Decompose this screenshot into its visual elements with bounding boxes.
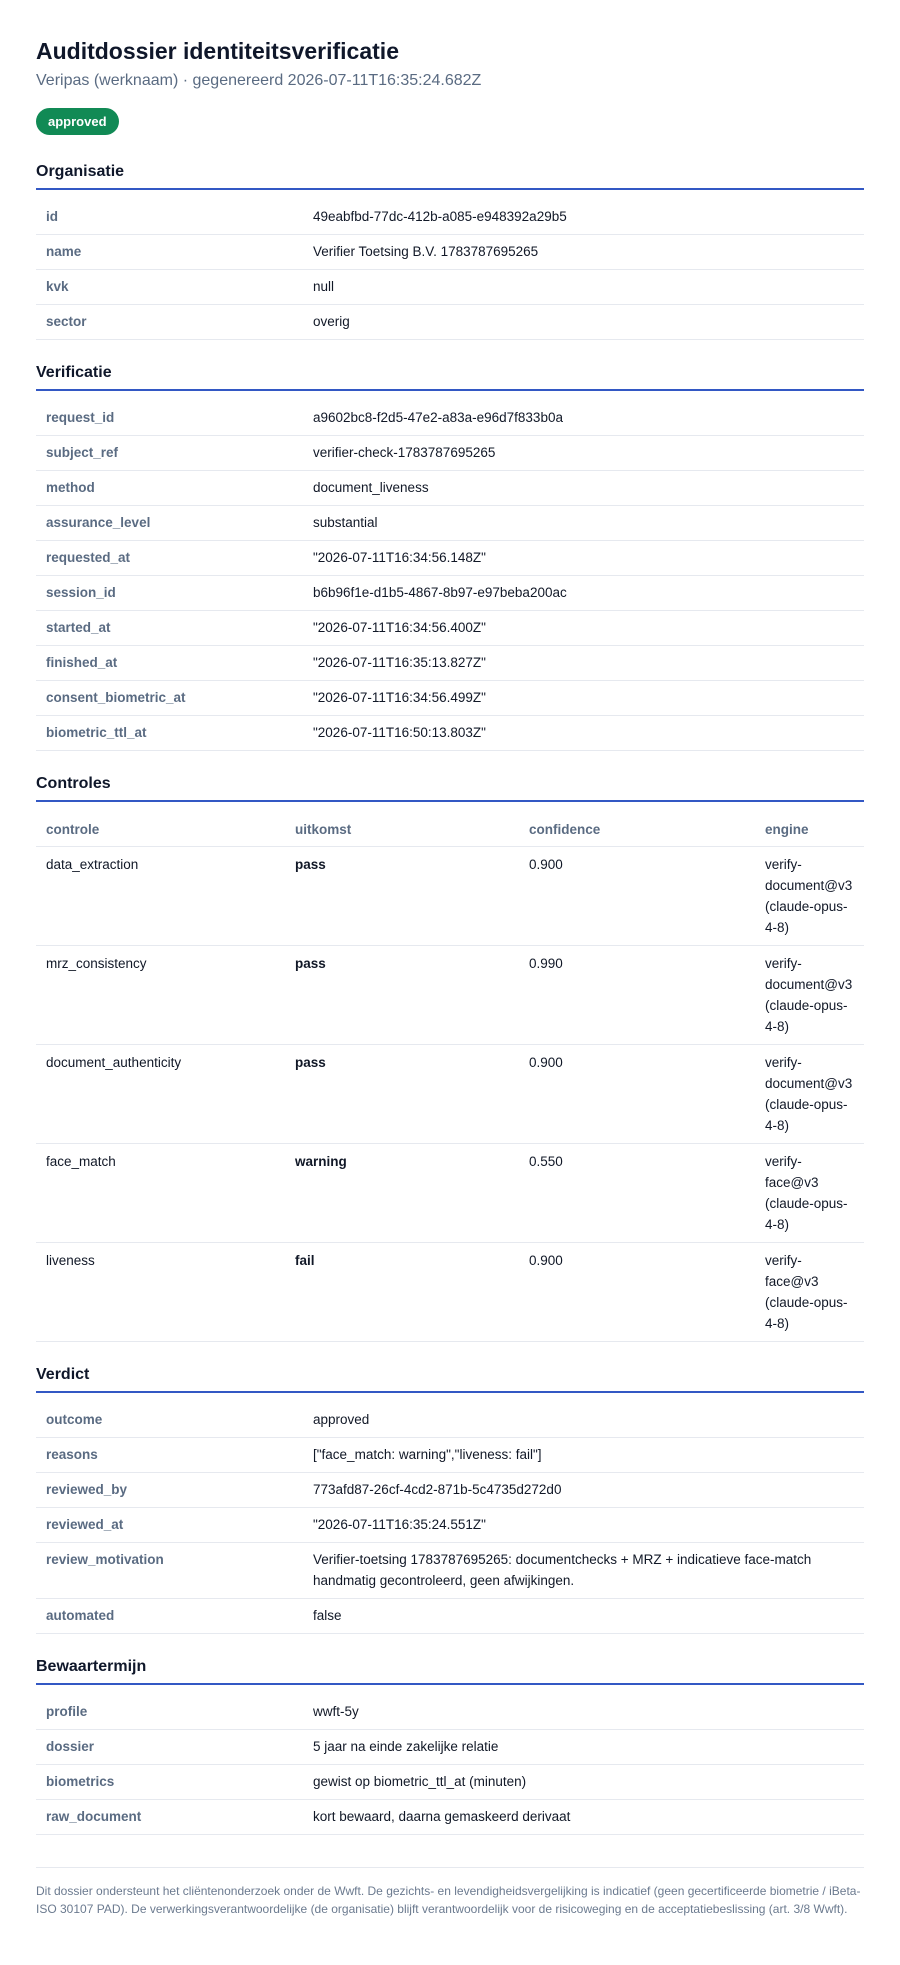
field-value: "2026-07-11T16:35:24.551Z" <box>301 1508 864 1543</box>
table-row <box>36 1599 864 1634</box>
page-subtitle: Veripas (werknaam) · gegenereerd 2026-07-11T16:35:24.682Z <box>36 72 482 89</box>
table-row <box>36 611 864 646</box>
field-value: false <box>301 1599 864 1634</box>
field-value: substantial <box>301 506 864 541</box>
table-row <box>36 1045 864 1144</box>
field-value: gewist op biometric_ttl_at (minuten) <box>301 1765 864 1800</box>
check-name: face_match <box>36 1144 285 1243</box>
field-key: dossier <box>36 1730 301 1765</box>
field-key: assurance_level <box>36 506 301 541</box>
field-value: Verifier Toetsing B.V. 1783787695265 <box>301 235 864 270</box>
section-verdict <box>36 1364 864 1634</box>
bewaartermijn-table <box>36 1695 864 1835</box>
check-outcome: pass <box>285 1045 519 1144</box>
check-name: data_extraction <box>36 847 285 946</box>
column-header-engine: engine <box>755 812 864 847</box>
table-row <box>36 946 864 1045</box>
table-row <box>36 1403 864 1438</box>
field-key: profile <box>36 1695 301 1730</box>
section-heading-bewaartermijn: Bewaartermijn <box>36 1656 864 1685</box>
field-key: finished_at <box>36 646 301 681</box>
table-row <box>36 847 864 946</box>
field-key: kvk <box>36 270 301 305</box>
footer-disclaimer: Dit dossier ondersteunt het cliëntenonderzoek onder de Wwft. De gezichts- en levendigheidsvergelijking is indicatief (geen gecertificeerde biometrie / iBeta-ISO 30107 PAD). De verwerkingsverantwoordelijke (de organisatie) blijft verantwoordelijk voor de risicoweging en de acceptatiebeslissing (art. 3/8 Wwft). <box>36 1867 864 1918</box>
check-outcome: warning <box>285 1144 519 1243</box>
field-key: consent_biometric_at <box>36 681 301 716</box>
table-row <box>36 681 864 716</box>
table-row <box>36 1508 864 1543</box>
field-value: ["face_match: warning","liveness: fail"] <box>301 1438 864 1473</box>
table-row <box>36 436 864 471</box>
controles-table <box>36 812 864 1342</box>
check-outcome: fail <box>285 1243 519 1342</box>
table-row <box>36 1800 864 1835</box>
verdict-table <box>36 1403 864 1634</box>
section-bewaartermijn <box>36 1656 864 1835</box>
field-value: "2026-07-11T16:34:56.148Z" <box>301 541 864 576</box>
field-key: reviewed_at <box>36 1508 301 1543</box>
check-outcome: pass <box>285 946 519 1045</box>
field-key: sector <box>36 305 301 340</box>
section-heading-organisatie: Organisatie <box>36 161 864 190</box>
table-row <box>36 471 864 506</box>
field-key: automated <box>36 1599 301 1634</box>
section-controles <box>36 773 864 1342</box>
status-badge: approved <box>36 108 119 135</box>
table-row <box>36 576 864 611</box>
column-header-controle: controle <box>36 812 285 847</box>
field-value: null <box>301 270 864 305</box>
table-row <box>36 1473 864 1508</box>
table-row <box>36 305 864 340</box>
table-row <box>36 1144 864 1243</box>
organisatie-table <box>36 200 864 340</box>
table-row <box>36 646 864 681</box>
check-confidence: 0.900 <box>519 1243 755 1342</box>
check-name: document_authenticity <box>36 1045 285 1144</box>
field-key: review_motivation <box>36 1543 301 1599</box>
field-value: 773afd87-26cf-4cd2-871b-5c4735d272d0 <box>301 1473 864 1508</box>
field-value: document_liveness <box>301 471 864 506</box>
field-value: wwft-5y <box>301 1695 864 1730</box>
field-key: id <box>36 200 301 235</box>
field-key: outcome <box>36 1403 301 1438</box>
field-key: subject_ref <box>36 436 301 471</box>
check-name: liveness <box>36 1243 285 1342</box>
field-value: "2026-07-11T16:35:13.827Z" <box>301 646 864 681</box>
section-organisatie <box>36 161 864 340</box>
column-header-uitkomst: uitkomst <box>285 812 519 847</box>
field-key: reasons <box>36 1438 301 1473</box>
table-row <box>36 1543 864 1599</box>
table-row <box>36 716 864 751</box>
table-row <box>36 200 864 235</box>
check-name: mrz_consistency <box>36 946 285 1045</box>
check-engine: verify-document@v3 (claude-opus-4-8) <box>755 946 864 1045</box>
section-heading-verdict: Verdict <box>36 1364 864 1393</box>
check-engine: verify-document@v3 (claude-opus-4-8) <box>755 1045 864 1144</box>
table-row <box>36 506 864 541</box>
check-confidence: 0.990 <box>519 946 755 1045</box>
table-row <box>36 541 864 576</box>
table-row <box>36 1765 864 1800</box>
check-confidence: 0.900 <box>519 1045 755 1144</box>
field-key: request_id <box>36 401 301 436</box>
field-value: b6b96f1e-d1b5-4867-8b97-e97beba200ac <box>301 576 864 611</box>
section-verificatie <box>36 362 864 751</box>
field-value: Verifier-toetsing 1783787695265: documentchecks + MRZ + indicatieve face-match handmatig gecontroleerd, geen afwijkingen. <box>301 1543 864 1599</box>
check-engine: verify-face@v3 (claude-opus-4-8) <box>755 1243 864 1342</box>
section-heading-verificatie: Verificatie <box>36 362 864 391</box>
check-engine: verify-face@v3 (claude-opus-4-8) <box>755 1144 864 1243</box>
table-row <box>36 270 864 305</box>
field-value: "2026-07-11T16:34:56.400Z" <box>301 611 864 646</box>
field-value: approved <box>301 1403 864 1438</box>
table-row <box>36 1730 864 1765</box>
check-confidence: 0.550 <box>519 1144 755 1243</box>
field-key: biometrics <box>36 1765 301 1800</box>
field-key: reviewed_by <box>36 1473 301 1508</box>
field-value: 5 jaar na einde zakelijke relatie <box>301 1730 864 1765</box>
table-row <box>36 1438 864 1473</box>
check-engine: verify-document@v3 (claude-opus-4-8) <box>755 847 864 946</box>
field-key: method <box>36 471 301 506</box>
check-confidence: 0.900 <box>519 847 755 946</box>
verificatie-table <box>36 401 864 751</box>
field-value: "2026-07-11T16:34:56.499Z" <box>301 681 864 716</box>
table-row <box>36 1243 864 1342</box>
column-header-confidence: confidence <box>519 812 755 847</box>
field-value: overig <box>301 305 864 340</box>
table-row <box>36 1695 864 1730</box>
field-value: 49eabfbd-77dc-412b-a085-e948392a29b5 <box>301 200 864 235</box>
field-key: biometric_ttl_at <box>36 716 301 751</box>
field-value: kort bewaard, daarna gemaskeerd derivaat <box>301 1800 864 1835</box>
table-row <box>36 401 864 436</box>
field-key: name <box>36 235 301 270</box>
check-outcome: pass <box>285 847 519 946</box>
section-heading-controles: Controles <box>36 773 864 802</box>
field-value: "2026-07-11T16:50:13.803Z" <box>301 716 864 751</box>
field-key: started_at <box>36 611 301 646</box>
field-key: raw_document <box>36 1800 301 1835</box>
field-key: requested_at <box>36 541 301 576</box>
table-row <box>36 235 864 270</box>
field-value: a9602bc8-f2d5-47e2-a83a-e96d7f833b0a <box>301 401 864 436</box>
page-title: Auditdossier identiteitsverificatie <box>36 38 399 64</box>
field-key: session_id <box>36 576 301 611</box>
field-value: verifier-check-1783787695265 <box>301 436 864 471</box>
table-header-row <box>36 812 864 847</box>
audit-dossier <box>36 0 864 1948</box>
